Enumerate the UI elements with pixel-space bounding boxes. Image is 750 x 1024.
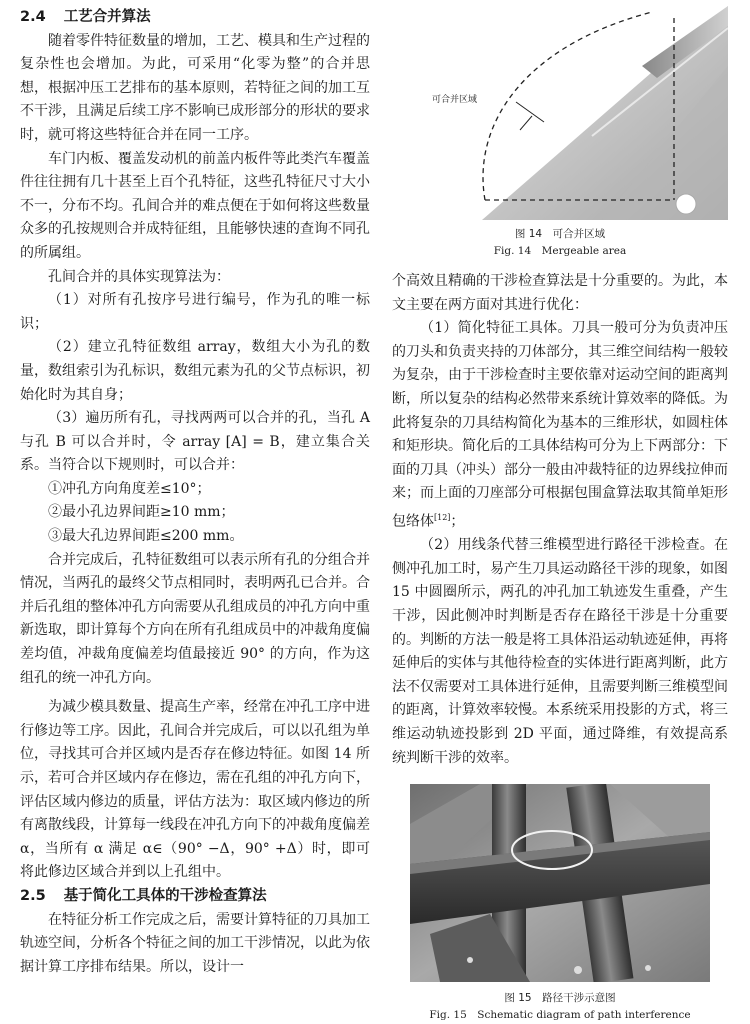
paragraph: 随着零件特征数量的增加，工艺、模具和生产过程的复杂性也会增加。为此，可采用“化零为整”的合并思想，根据冲压工艺排布的基本原则，若特征之间的加工互不干涉，且满足后续工序不影响已成形部分的形状的要求时，就可将这些特征合并在同一工序。	[20, 32, 370, 143]
figure-14-caption-en: Fig. 14 Mergeable area	[493, 245, 627, 257]
list-item: （2）建立孔特征数组 array，数组大小为孔的数量，数组索引为孔标识，数组元素为孔的父节点标识，初始化时为其自身；	[20, 339, 370, 403]
paragraph: 在特征分析工作完成之后，需要计算特征的刀具加工轨迹空间，分析各个特征之间的加工干涉情况，以此为依据计算工序排布结果。所以，设计一	[20, 911, 370, 975]
hole	[645, 965, 651, 971]
left-column	[20, 6, 370, 979]
section-number: 2.5	[20, 887, 46, 904]
paragraph: 孔间合并的具体实现算法为：	[48, 268, 230, 285]
paragraph-text: （1）简化特征工具体。刀具一般可分为负责冲压的刀头和负责夹持的刀体部分，其三维空间结构一般较为复杂，由于干涉检查时主要依靠对运动空间的距离判断，所以复杂的结构必然带来系统计算效率的降低。为此将复杂的刀具结构简化为基本的三维形状，如圆柱体和矩形块。简化后的工具体结构可分为上下两部分：下面的刀具（冲头）部分一般由冲裁特征的边界线拉伸而来；而上面的刀座部分可根据包围盒算法取其简单矩形包络体	[392, 320, 728, 530]
list-item: （3）遍历所有孔，寻找两两可以合并的孔，当孔 A 与孔 B 可以合并时，令 array [A] = B，建立集合关系。当符合以下规则时，可以合并：	[20, 410, 370, 474]
paragraph: （2）用线条代替三维模型进行路径干涉检查。在侧冲孔加工时，易产生刀具运动路径干涉的现象，如图 15 中圆圈所示，两孔的冲孔加工轨迹发生重叠，产生干涉，因此侧冲时判断是否存在路径干涉是十分重要的。判断的方法一般是将工具体沿运动轨迹延伸，再将延伸后的实体与其他待检查的实体进行距离判断，此方法不仅需要对工具体进行延伸，且需要判断三维模型间的距离，计算效率较慢。本系统采用投影的方式，将三维运动轨迹投影到 2D 平面，通过降维，有效提高系统判断干涉的效率。	[392, 537, 728, 766]
paragraph: 为减少模具数量、提高生产率，经常在冲孔工序中进行修边等工序。因此，孔间合并完成后，可以以孔组为单位，寻找其可合并区域内是否存在修边特征。如图 14 所示，若可合并区域内存在修边，需在孔组的冲孔方向下，评估区域内修边的质量，评估方法为：取区域内修边的所有离散线段，计算每一线段在冲孔方向下的冲裁角度偏差 α，当所有 α 满足 α∈（90° −Δ，90° +Δ）时，即可将此修边区域合并到以上孔组中。	[20, 699, 370, 881]
figure-15-caption-en: Fig. 15 Schematic diagram of path interference	[429, 1009, 691, 1022]
citation-ref: [12]	[434, 512, 451, 522]
paragraph	[392, 317, 728, 534]
mergeable-area-label: 可合并区域	[432, 95, 478, 105]
path-interference-render	[410, 784, 710, 982]
figure-15-image	[410, 784, 710, 982]
hole	[676, 194, 696, 214]
figure-14-image	[392, 6, 728, 220]
label-tick	[520, 116, 532, 130]
rule-item: ③最大孔边界间距≤200 mm。	[48, 528, 244, 545]
figure-15-caption-cn: 图 15 路径干涉示意图	[504, 992, 616, 1005]
right-column	[392, 6, 728, 1024]
section-number: 2.4	[20, 9, 46, 25]
rule-item: ②最小孔边界间距≥10 mm；	[48, 504, 235, 521]
list-item: （1）对所有孔按序号进行编号，作为孔的唯一标识；	[20, 292, 370, 332]
figure-14-caption-cn: 图 14 可合并区域	[514, 228, 606, 240]
rule-item: ①冲孔方向角度差≤10°；	[48, 480, 211, 497]
paragraph-end: ；	[450, 513, 465, 530]
mergeable-area-render	[392, 6, 728, 220]
hole	[467, 957, 473, 963]
paragraph: 合并完成后，孔特征数组可以表示所有孔的分组合并情况，当两孔的最终父节点相同时，表明两孔已合并。合并后孔组的整体冲孔方向需要从孔组成员的冲孔方向中重新选取，即计算每个方向在所有孔组成员中的冲裁角度偏差均值，冲裁角度偏差均值最接近 90° 的方向，作为这组孔的统一冲孔方向。	[20, 551, 370, 686]
hole	[574, 966, 582, 974]
section-title: 工艺合并算法	[63, 9, 151, 25]
section-heading-2-5	[20, 885, 370, 909]
paragraph: 个高效且精确的干涉检查算法是十分重要的。为此，本文主要在两方面对其进行优化：	[392, 273, 728, 313]
paragraph: 车门内板、覆盖发动机的前盖内板件等此类汽车覆盖件往往拥有几十甚至上百个孔特征，这些孔特征尺寸大小不一，分布不均。孔间合并的难点便在于如何将这些数量众多的孔按规则合并成特征组，且能够快速的查询不同孔的所属组。	[20, 150, 370, 261]
section-title: 基于简化工具体的干涉检查算法	[63, 887, 267, 904]
section-heading-2-4	[20, 6, 370, 30]
